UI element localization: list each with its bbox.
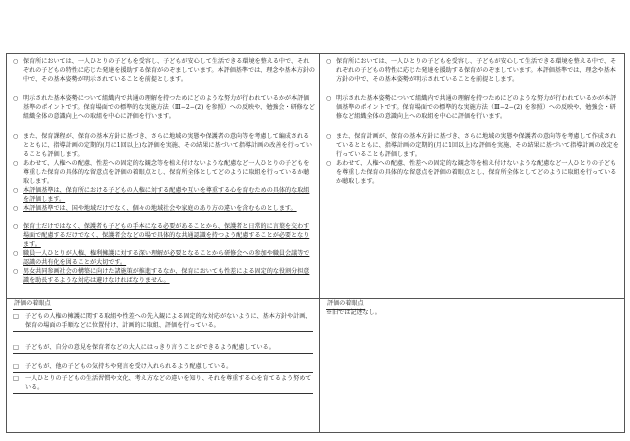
right-guideline-item-4 [326,160,620,186]
right-guideline-item-3 [326,133,620,159]
left-check-item-1 [13,313,313,332]
left-guideline-item-5 [13,187,315,205]
bullet-mark: ○ [13,268,19,275]
checkbox-icon: □ [13,375,19,382]
bullet-mark: ○ [326,133,332,140]
check-text: 子どもが、自分の意見を保育者などの大人にはっきり言うことができるよう配慮している。 [25,344,275,351]
item-text: 本評価基準では、国や地域だけでなく、個々の地域社会や家庭のあり方の違いを含むものとします。 [23,205,297,212]
left-check-item-4 [13,375,313,394]
bullet-mark: ○ [326,58,332,65]
check-text: 一人ひとりの子どもの生活習慣や文化、考え方などの違いを知り、それを尊重する心を育てるよう努めている。 [25,375,312,391]
item-text: 保育士だけではなく、保護者も子どもの手本になる必要があることから、保護者と日常的に言葉を交わす場面で配慮するだけでなく、保護者会などの場で具体的な共通認識を持つよう配慮することが必要となります。 [23,223,310,248]
left-guideline-item-6 [13,205,315,214]
left-check-item-3 [13,363,313,373]
item-text: また、保育課程が、保育の基本方針に基づき、さらに地域の実態や保護者の意向等を考慮して編成されるとともに、指導計画の定期的(月に1回以上)な評価を実施、その結果に基づいて指導計画の改善を行っていることも評価します。 [23,133,312,158]
left-guideline-item-9 [13,268,315,286]
bullet-mark: ○ [326,95,332,102]
bullet-mark: ○ [13,58,19,65]
bullet-mark: ○ [13,205,19,212]
right-evaluation-note: ※旧では記述なし。 [326,309,381,316]
item-text: あわせて、人権への配慮、性差への固定的な観念等を植え付けないような配慮など一人ひとりの子どもを尊重した保育の具体的な留意点を評価の着眼点とし、保育所全体としてどのように取組を行っているか聴取します。 [336,160,617,185]
item-text: また、保育計画が、保育の基本方針に基づき、さらに地域の実態や保護者の意向等を考慮して作成されているとともに、指導計画の定期的(月に1回以上)な評価を実施、その結果に基づいて指導計画の改定を行っていることも評価します。 [336,133,619,158]
item-text: 保育所においては、一人ひとりの子どもを受容し、子どもが安心して生活できる環境を整える中で、それぞれの子どもの特性に応じた発達を援助する保育がのぞましています。本評価基準では、理念や基本方針の中で、その基本姿勢が明示されていることを前提とします。 [23,58,316,83]
left-evaluation-section [7,298,319,432]
item-text: 保育所においては、一人ひとりの子どもを受容し、子どもが安心して生活できる環境を整える中で、それぞれの子どもの特性に応じた発達を援助する保育がのぞましています。本評価基準では、理念や基本方針の中で、その基本姿勢が明示されていることを前提とします。 [336,58,617,83]
left-guideline-item-4 [13,160,315,186]
item-text: 男女共同参画社会の構築に向けた諸施策が推進するなか、保育においても性差による固定的な役割分担意識を助長するような対応は避けなければなりません。 [23,268,310,284]
right-evaluation-section [320,298,624,432]
left-evaluation-heading: 評価の着眼点 [13,300,52,310]
bullet-mark: ○ [13,160,19,167]
right-guideline-item-1 [326,58,620,84]
item-text: 明示された基本姿勢について組織内で共通の理解を持つためにどのような努力が行われているかが本評価基準のポイントです。保育場面での標準的な実施方法（Ⅲ−2−(2) を参照）への反映や、勉強会・研修など組織全体の意識向上への取組を中心に評価を行います。 [336,95,617,120]
item-text: 本評価基準は、保育所における子どもの人権に対する配慮や互いを尊重する心を育むための具体的な取組を評価します。 [23,187,310,203]
comparison-table [6,53,625,433]
right-guideline-section [320,54,624,298]
checkbox-icon: □ [13,363,19,370]
right-guideline-item-2 [326,95,620,121]
check-text: 子どもの人権の擁護に関する取組や性差への先入観による固定的な対応がないように、基本方針や計画、保育の場面の手順などに位置付け、計画的に取組、評価を行っている。 [25,313,312,329]
bullet-mark: ○ [13,187,19,194]
bullet-mark: ○ [13,250,19,257]
item-text: 職員一人ひとりが人権、権利擁護に対する深い理解が必要となることから研修会への参加や職員会議等で認識の共有化を図ることが大切です。 [23,250,310,266]
checkbox-icon: □ [13,344,19,351]
left-guideline-section [7,54,319,298]
left-guideline-item-8 [13,250,315,268]
bullet-mark: ○ [13,223,19,230]
bullet-mark: ○ [326,160,332,167]
left-guideline-item-1 [13,58,315,84]
left-guideline-item-3 [13,133,315,159]
checkbox-icon: □ [13,313,19,320]
item-text: 明示された基本姿勢について組織内で共通の理解を持つためにどのような努力が行われているかが本評価基準のポイントです。保育場面での標準的な実施方法（Ⅲ−2−(2) を参照）への反映や、勉強会・研修など組織全体の意識向上への取組を中心に評価を行います。 [23,95,315,120]
right-column [319,54,624,432]
right-evaluation-heading: 評価の着眼点 [326,300,365,310]
left-guideline-item-7 [13,223,315,249]
left-guideline-item-2 [13,95,315,121]
check-text: 子どもが、他の子どもの気持ちや発言を受け入れられるよう配慮している。 [25,363,233,370]
left-check-item-2 [13,344,313,354]
item-text: あわせて、人権への配慮、性差への固定的な観念等を植え付けないような配慮など一人ひとりの子どもを尊重した保育の具体的な留意点を評価の着眼点とし、保育所全体としてどのように取組を行っているか聴取します。 [23,160,310,185]
bullet-mark: ○ [13,133,19,140]
left-column [7,54,319,432]
bullet-mark: ○ [13,95,19,102]
